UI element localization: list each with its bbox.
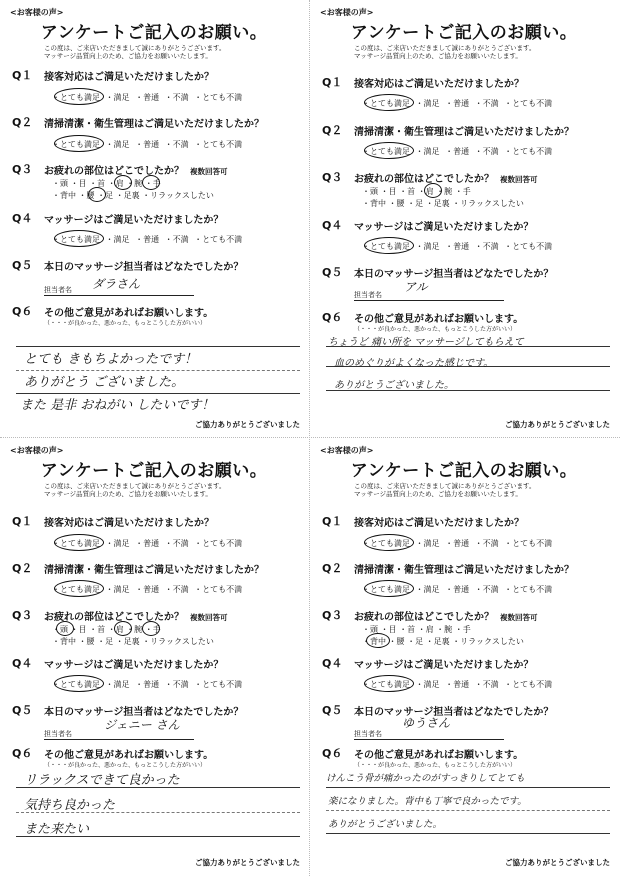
staff-name-label: 担当者名 xyxy=(354,291,382,299)
sheet-header: <お客様の声> xyxy=(10,8,64,17)
thanks-footer: ご協力ありがとうございました xyxy=(195,420,300,429)
q5-number: Q５ xyxy=(322,704,343,717)
q4-options: ・とても満足 ・満足 ・普通 ・不満 ・とても不満 xyxy=(52,680,243,689)
thanks-footer: ご協力ありがとうございました xyxy=(505,420,610,429)
answer-circle xyxy=(364,142,414,159)
q3-multiple-note: 複数回答可 xyxy=(190,167,228,176)
q4-number: Q４ xyxy=(12,657,33,670)
survey-sheet-3 xyxy=(4,442,304,872)
sheet-header: <お客様の声> xyxy=(10,446,64,455)
thanks-footer: ご協力ありがとうございました xyxy=(505,858,610,867)
q3-number: Q３ xyxy=(322,609,343,622)
q1-options: ・とても満足 ・満足 ・普通 ・不満 ・とても不満 xyxy=(362,539,553,548)
intro-line-1: この度は、ご来店いただきまして誠にありがとうございます。 xyxy=(354,44,536,52)
horizontal-cut-line xyxy=(0,437,620,438)
q6-hint: （・・・が良かった、悪かった、もっとこうした方がいい） xyxy=(44,762,207,769)
sheet-title: アンケートご記入のお願い。 xyxy=(350,23,578,43)
answer-circle xyxy=(142,175,160,190)
intro-line-2: マッサージ品質向上のため、ご協力をお願いいたします。 xyxy=(354,490,522,498)
q5-number: Q５ xyxy=(322,266,343,279)
intro-text xyxy=(354,44,604,60)
answer-circle xyxy=(54,230,104,247)
q1-number: Q１ xyxy=(12,515,33,528)
sheet-title: アンケートご記入のお願い。 xyxy=(350,461,578,481)
q1-question: 接客対応はご満足いただけましたか？ xyxy=(44,72,214,83)
comment-handwritten-1: リラックスできて良かった xyxy=(24,773,180,788)
survey-sheet-4 xyxy=(314,442,614,872)
q4-question: マッサージはご満足いただけましたか？ xyxy=(354,660,534,671)
q6-question: その他ご意見があればお願いします。 xyxy=(354,750,524,761)
staff-name-handwritten: アル xyxy=(404,280,428,294)
comment-handwritten-3: また来たい xyxy=(24,822,90,837)
q6-number: Q６ xyxy=(322,747,343,760)
q2-question: 清掃清潔・衛生管理はご満足いただけましたか？ xyxy=(44,565,264,576)
answer-circle xyxy=(364,675,414,692)
staff-name-line xyxy=(44,295,194,296)
staff-name-label: 担当者名 xyxy=(354,730,382,738)
answer-circle xyxy=(54,135,104,152)
intro-line-2: マッサージ品質向上のため、ご協力をお願いいたします。 xyxy=(44,52,212,60)
q2-options: ・とても満足 ・満足 ・普通 ・不満 ・とても不満 xyxy=(362,585,553,594)
comment-line xyxy=(326,833,610,834)
q6-number: Q６ xyxy=(322,311,343,324)
q3-options-row-2: ・背中 ・腰 ・足 ・足裏 ・リラックスしたい xyxy=(52,191,214,200)
comment-handwritten-3: ありがとうございました。 xyxy=(334,380,454,391)
sheet-title: アンケートご記入のお願い。 xyxy=(40,461,268,481)
q2-number: Q２ xyxy=(322,124,343,137)
q6-number: Q６ xyxy=(12,305,33,318)
answer-circle xyxy=(54,534,104,551)
q2-question: 清掃清潔・衛生管理はご満足いただけましたか？ xyxy=(354,127,574,138)
q3-options-row-1: ・頭 ・目 ・首 ・肩 ・腕 ・手 xyxy=(52,179,161,188)
staff-name-handwritten: ゆうさん xyxy=(402,716,451,730)
intro-line-2: マッサージ品質向上のため、ご協力をお願いいたします。 xyxy=(354,52,522,60)
answer-circle xyxy=(364,534,414,551)
comment-handwritten-2: ありがとう ございました。 xyxy=(24,375,185,390)
q4-options: ・とても満足 ・満足 ・普通 ・不満 ・とても不満 xyxy=(362,242,553,251)
q4-question: マッサージはご満足いただけましたか？ xyxy=(44,660,224,671)
sheet-header: <お客様の声> xyxy=(320,446,374,455)
q4-number: Q４ xyxy=(322,219,343,232)
q1-number: Q１ xyxy=(322,76,343,89)
q4-number: Q４ xyxy=(322,657,343,670)
q3-number: Q３ xyxy=(12,163,33,176)
q6-hint: （・・・が良かった、悪かった、もっとこうした方がいい） xyxy=(354,762,517,769)
q1-options: ・とても満足 ・満足 ・普通 ・不満 ・とても不満 xyxy=(52,539,243,548)
answer-circle xyxy=(54,88,104,105)
intro-line-1: この度は、ご来店いただきまして誠にありがとうございます。 xyxy=(44,482,226,490)
answer-circle xyxy=(114,621,132,636)
q6-question: その他ご意見があればお願いします。 xyxy=(44,308,214,319)
comment-line xyxy=(326,810,610,811)
q3-multiple-note: 複数回答可 xyxy=(500,175,538,184)
q1-question: 接客対応はご満足いただけましたか？ xyxy=(44,518,214,529)
intro-line-1: この度は、ご来店いただきまして誠にありがとうございます。 xyxy=(44,44,226,52)
q6-question: その他ご意見があればお願いします。 xyxy=(44,750,214,761)
q3-question-text: お疲れの部位はどこでしたか？ xyxy=(44,166,184,177)
answer-circle xyxy=(366,633,390,648)
q1-question: 接客対応はご満足いただけましたか？ xyxy=(354,518,524,529)
thanks-footer: ご協力ありがとうございました xyxy=(195,858,300,867)
q5-question: 本日のマッサージ担当者はどなたでしたか？ xyxy=(354,707,554,718)
q3-question xyxy=(44,162,228,177)
staff-name-handwritten: ジェニー さん xyxy=(104,718,180,732)
q6-number: Q６ xyxy=(12,747,33,760)
staff-name-handwritten: ダラさん xyxy=(92,277,141,291)
q1-number: Q１ xyxy=(12,69,33,82)
q3-multiple-note: 複数回答可 xyxy=(500,613,538,622)
comment-handwritten-1: ちょうど 痛い所を マッサージしてもらえて xyxy=(328,337,524,348)
answer-circle xyxy=(364,237,414,254)
q3-multiple-note: 複数回答可 xyxy=(190,613,228,622)
q4-question: マッサージはご満足いただけましたか？ xyxy=(44,215,224,226)
sheet-title: アンケートご記入のお願い。 xyxy=(40,23,268,43)
q2-number: Q２ xyxy=(322,562,343,575)
q1-options: ・とても満足 ・満足 ・普通 ・不満 ・とても不満 xyxy=(52,93,243,102)
q3-options-row-1: ・頭 ・目 ・首 ・肩 ・腕 ・手 xyxy=(52,625,161,634)
q3-question xyxy=(354,608,538,623)
answer-circle xyxy=(88,187,106,202)
answer-circle xyxy=(54,675,104,692)
q2-number: Q２ xyxy=(12,116,33,129)
q5-question: 本日のマッサージ担当者はどなたでしたか？ xyxy=(44,262,244,273)
intro-text xyxy=(44,482,294,498)
survey-sheet-1 xyxy=(4,4,304,434)
q3-question xyxy=(44,608,228,623)
q5-number: Q５ xyxy=(12,259,33,272)
answer-circle xyxy=(114,175,132,190)
staff-name-line xyxy=(354,300,504,301)
comment-line xyxy=(326,787,610,788)
survey-sheet-2 xyxy=(314,4,614,434)
q5-number: Q５ xyxy=(12,704,33,717)
q3-options-row-1: ・頭 ・目 ・首 ・肩 ・腕 ・手 xyxy=(362,625,471,634)
staff-name-line xyxy=(44,739,194,740)
q1-question: 接客対応はご満足いただけましたか？ xyxy=(354,79,524,90)
q4-question: マッサージはご満足いただけましたか？ xyxy=(354,222,534,233)
q3-number: Q３ xyxy=(12,609,33,622)
sheet-header: <お客様の声> xyxy=(320,8,374,17)
comment-handwritten-2: 楽になりました。背中も丁寧で良かったです。 xyxy=(328,796,527,807)
q4-options: ・とても満足 ・満足 ・普通 ・不満 ・とても不満 xyxy=(52,235,243,244)
comment-line xyxy=(16,346,300,347)
q4-number: Q４ xyxy=(12,212,33,225)
q5-question: 本日のマッサージ担当者はどなたでしたか？ xyxy=(44,707,244,718)
q3-question-text: お疲れの部位はどこでしたか？ xyxy=(44,612,184,623)
staff-name-line xyxy=(354,739,504,740)
answer-circle xyxy=(56,621,74,636)
comment-handwritten-3: また 是非 おねがい したいです！ xyxy=(20,398,215,413)
answer-circle xyxy=(364,580,414,597)
q6-question: その他ご意見があればお願いします。 xyxy=(354,314,524,325)
intro-line-2: マッサージ品質向上のため、ご協力をお願いいたします。 xyxy=(44,490,212,498)
q2-question: 清掃清潔・衛生管理はご満足いただけましたか？ xyxy=(354,565,574,576)
q3-question xyxy=(354,170,538,185)
answer-circle xyxy=(142,621,160,636)
q4-options: ・とても満足 ・満足 ・普通 ・不満 ・とても不満 xyxy=(362,680,553,689)
comment-handwritten-1: けんこう骨が痛かったのがすっきりしてとても xyxy=(326,773,525,784)
q3-options-row-2: ・背中 ・腰 ・足 ・足裏 ・リラックスしたい xyxy=(362,199,524,208)
answer-circle xyxy=(54,580,104,597)
q5-question: 本日のマッサージ担当者はどなたでしたか？ xyxy=(354,269,554,280)
q6-hint: （・・・が良かった、悪かった、もっとこうした方がいい） xyxy=(354,326,517,333)
comment-handwritten-3: ありがとうございました。 xyxy=(328,819,443,830)
q1-number: Q１ xyxy=(322,515,343,528)
q3-options-row-2: ・背中 ・腰 ・足 ・足裏 ・リラックスしたい xyxy=(52,637,214,646)
answer-circle xyxy=(424,183,442,198)
intro-line-1: この度は、ご来店いただきまして誠にありがとうございます。 xyxy=(354,482,536,490)
q6-hint: （・・・が良かった、悪かった、もっとこうした方がいい） xyxy=(44,320,207,327)
vertical-cut-line xyxy=(309,0,310,876)
q3-options-row-1: ・頭 ・目 ・首 ・肩 ・腕 ・手 xyxy=(362,187,471,196)
intro-text xyxy=(354,482,604,498)
comment-handwritten-2: 気持ち良かった xyxy=(24,798,116,813)
q3-question-text: お疲れの部位はどこでしたか？ xyxy=(354,612,494,623)
q2-question: 清掃清潔・衛生管理はご満足いただけましたか？ xyxy=(44,119,264,130)
q2-number: Q２ xyxy=(12,562,33,575)
q3-number: Q３ xyxy=(322,171,343,184)
q3-options-row-2: ・背中 ・腰 ・足 ・足裏 ・リラックスしたい xyxy=(362,637,524,646)
q2-options: ・とても満足 ・満足 ・普通 ・不満 ・とても不満 xyxy=(52,585,243,594)
q2-options: ・とても満足 ・満足 ・普通 ・不満 ・とても不満 xyxy=(362,147,553,156)
intro-text xyxy=(44,44,294,60)
staff-name-label: 担当者名 xyxy=(44,286,72,294)
comment-handwritten-1: とても きもちよかったです！ xyxy=(24,352,198,367)
comment-handwritten-2: 血のめぐりがよくなった感じです。 xyxy=(334,358,494,369)
staff-name-label: 担当者名 xyxy=(44,730,72,738)
q3-question-text: お疲れの部位はどこでしたか？ xyxy=(354,174,494,185)
q2-options: ・とても満足 ・満足 ・普通 ・不満 ・とても不満 xyxy=(52,140,243,149)
answer-circle xyxy=(364,94,414,111)
q1-options: ・とても満足 ・満足 ・普通 ・不満 ・とても不満 xyxy=(362,99,553,108)
